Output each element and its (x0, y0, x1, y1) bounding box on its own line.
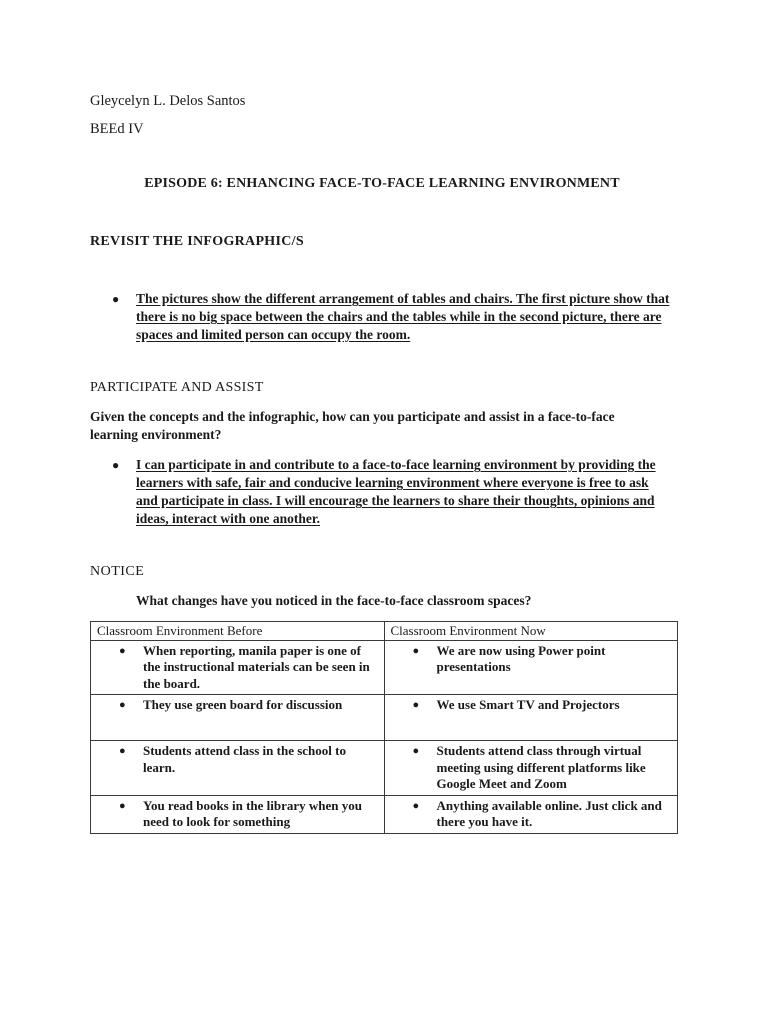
revisit-bullet (112, 290, 672, 344)
notice-question: What changes have you noticed in the face-to-face classroom spaces? (136, 593, 532, 608)
cell-text: They use green board for discussion (143, 697, 343, 712)
cell-text: Anything available online. Just click and there you have it. (436, 797, 662, 829)
table-cell-before (91, 640, 385, 695)
table-row (91, 695, 678, 741)
bullet-icon: ● (119, 745, 126, 757)
bullet-icon: ● (112, 292, 120, 306)
table-row (91, 640, 678, 695)
participate-heading: PARTICIPATE AND ASSIST (90, 380, 264, 395)
cell-text: Students attend class in the school to learn. (143, 743, 346, 775)
table-row (91, 741, 678, 796)
changes-table (90, 621, 678, 834)
revisit-heading: REVISIT THE INFOGRAPHIC/S (90, 234, 304, 249)
participate-bullet-text: I can participate in and contribute to a face-to-face learning environment by providing the learners with safe, fair and conducive learning environment where everyone is free to ask and participate in class. I will encourage the learners to share their thoughts, opinions and ideas, interact with one another. (136, 457, 656, 526)
cell-text: When reporting, manila paper is one of the instructional materials can be seen in the board. (143, 642, 370, 691)
author-name: Gleycelyn L. Delos Santos (90, 93, 246, 109)
table-cell-now (384, 741, 678, 796)
bullet-icon: ● (119, 644, 126, 657)
bullet-icon: ● (119, 799, 126, 812)
column-header-before: Classroom Environment Before (91, 622, 385, 641)
bullet-icon: ● (412, 644, 420, 657)
participate-bullet (112, 456, 672, 528)
cell-text: We use Smart TV and Projectors (436, 697, 620, 712)
table-cell-before (91, 695, 385, 741)
bullet-icon: ● (412, 699, 420, 711)
participate-question: Given the concepts and the infographic, how can you participate and assist in a face-to-face learning environment? (90, 409, 615, 442)
table-cell-now (384, 695, 678, 741)
table-cell-now (384, 795, 678, 833)
episode-title: EPISODE 6: ENHANCING FACE-TO-FACE LEARNING ENVIRONMENT (144, 176, 620, 191)
notice-heading: NOTICE (90, 564, 145, 579)
course-label: BEEd IV (90, 121, 144, 137)
bullet-icon: ● (412, 745, 420, 757)
cell-text: You read books in the library when you need to look for something (143, 797, 362, 829)
table-cell-before (91, 795, 385, 833)
bullet-icon: ● (412, 799, 420, 812)
bullet-icon: ● (112, 458, 120, 472)
bullet-icon: ● (119, 699, 126, 711)
table-header-row (91, 622, 678, 641)
revisit-bullet-text: The pictures show the different arrangement of tables and chairs. The first picture show that there is no big space between the chairs and the tables while in the second picture, there are spaces and limited person can occupy the room. (136, 291, 670, 342)
column-header-now: Classroom Environment Now (384, 622, 678, 641)
table-cell-before (91, 741, 385, 796)
table-cell-now (384, 640, 678, 695)
cell-text: We are now using Power point presentations (436, 642, 606, 674)
cell-text: Students attend class through virtual meeting using different platforms like Google Meet and Zoom (436, 743, 646, 791)
table-row (91, 795, 678, 833)
